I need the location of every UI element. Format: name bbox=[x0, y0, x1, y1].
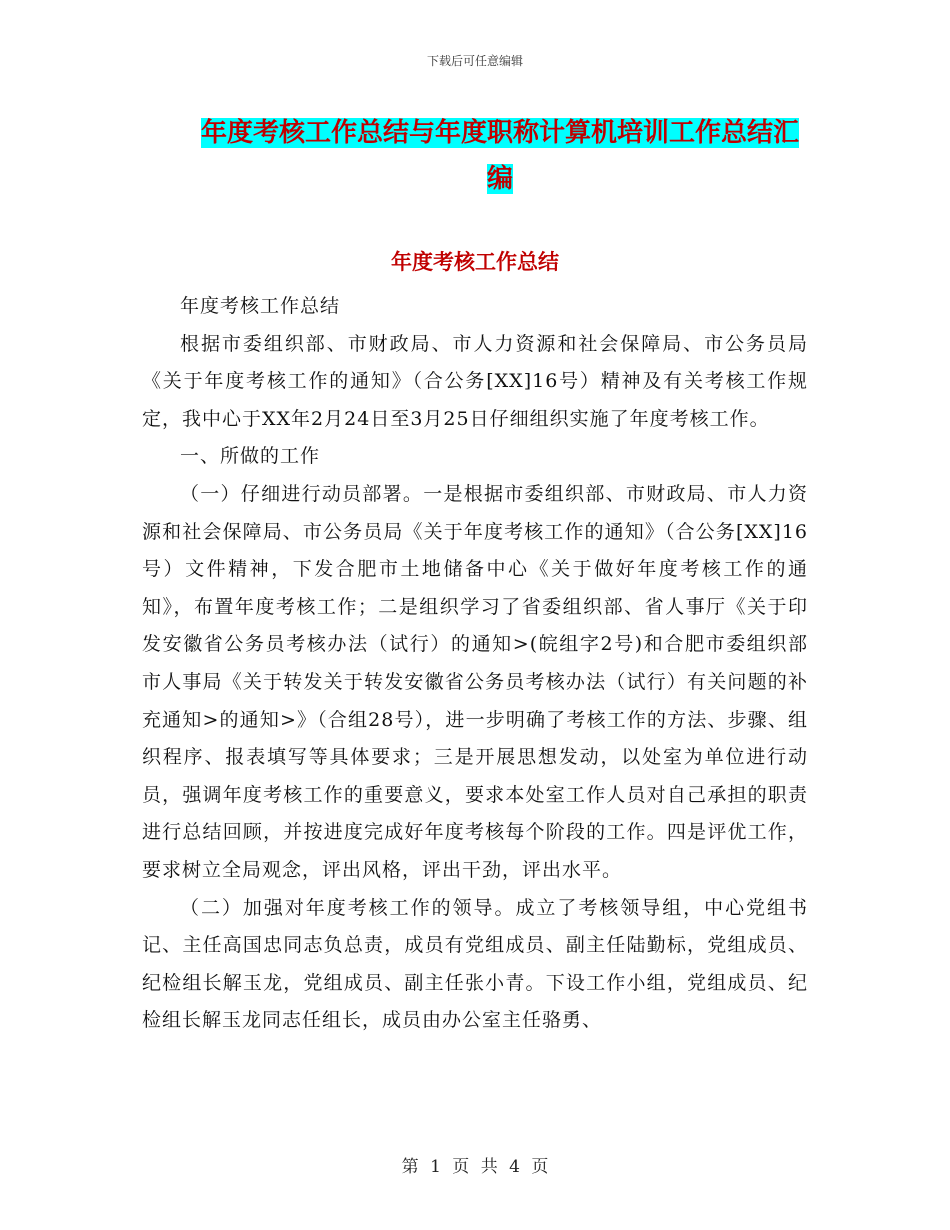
document-body bbox=[142, 288, 808, 1040]
header-note: 下载后可任意编辑 bbox=[426, 54, 523, 68]
document-title-text: 年度考核工作总结与年度职称计算机培训工作总结汇编 bbox=[200, 118, 799, 194]
paragraph: 一、所做的工作 bbox=[180, 445, 321, 468]
paragraph: （二）加强对年度考核工作的领导。成立了考核领导组，中心党组书记、主任高国忠同志负总责，成员有党组成员、副主任陆勤标，党组成员、纪检组长解玉龙，党组成员、副主任张小青。下设工作小组，党组成员、纪检组长解玉龙同志任组长，成员由办公室主任骆勇、 bbox=[142, 896, 808, 1032]
paragraph: 根据市委组织部、市财政局、市人力资源和社会保障局、市公务员局《关于年度考核工作的通知》（合公务[XX]16号）精神及有关考核工作规定，我中心于XX年2月24日至3月25日仔细组织实施了年度考核工作。 bbox=[142, 332, 808, 430]
document-title bbox=[190, 110, 810, 202]
paragraph: （一）仔细进行动员部署。一是根据市委组织部、市财政局、市人力资源和社会保障局、市公务员局《关于年度考核工作的通知》（合公务[XX]16号）文件精神，下发合肥市土地储备中心《关于做好年度考核工作的通知》，布置年度考核工作；二是组织学习了省委组织部、省人事厅《关于印发安徽省公务员考核办法（试行）的通知>(皖组字2号)和合肥市委组织部市人事局《关于转发关于转发安徽省公务员考核办法（试行）有关问题的补充通知>的通知>》（合组28号），进一步明确了考核工作的方法、步骤、组织程序、报表填写等具体要求；三是开展思想发动，以处室为单位进行动员，强调年度考核工作的重要意义，要求本处室工作人员对自己承担的职责进行总结回顾，并按进度完成好年度考核每个阶段的工作。四是评优工作，要求树立全局观念，评出风格，评出干劲，评出水平。 bbox=[142, 482, 808, 881]
page-number-footer: 第 1 页 共 4 页 bbox=[401, 1157, 549, 1177]
paragraph: 年度考核工作总结 bbox=[180, 295, 341, 317]
section-title: 年度考核工作总结 bbox=[391, 249, 559, 274]
